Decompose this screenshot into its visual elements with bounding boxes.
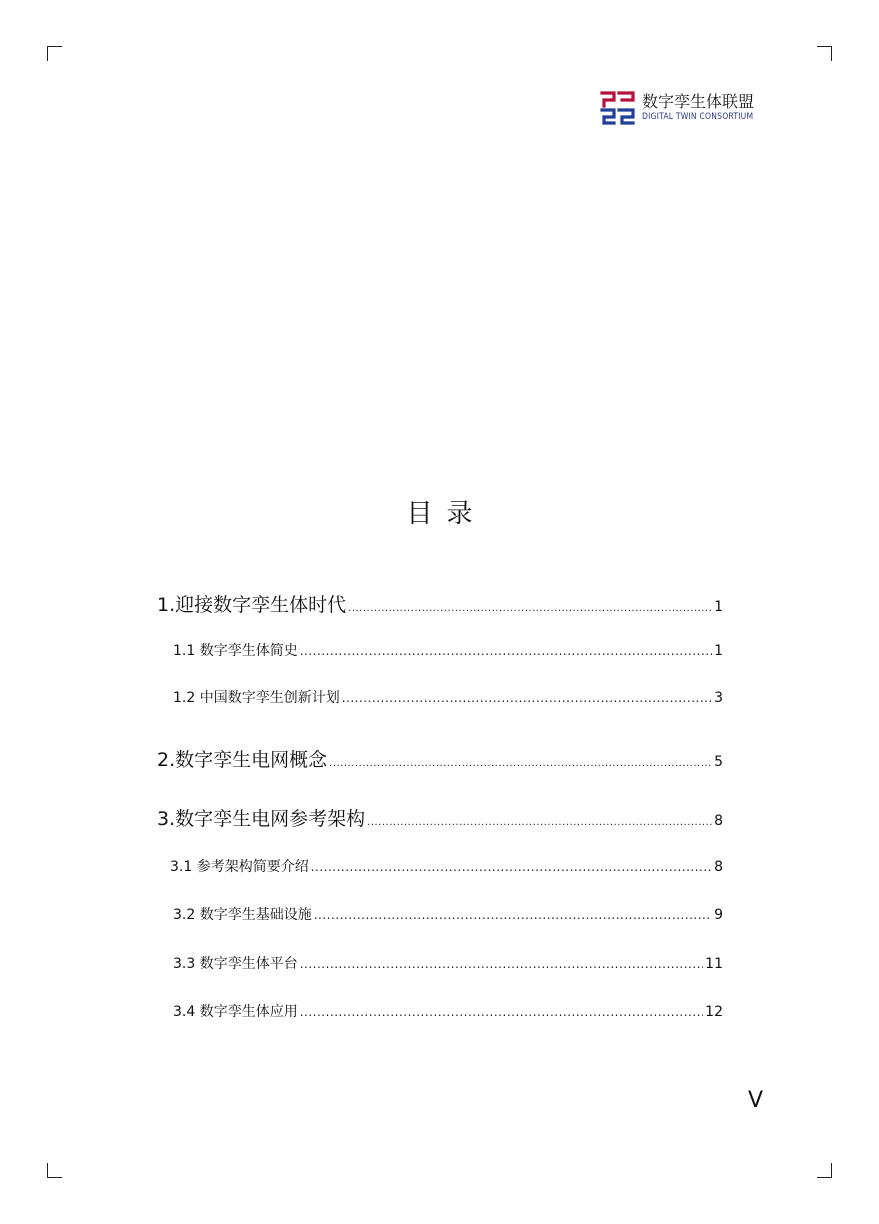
toc-entry-page: 11	[705, 956, 723, 972]
toc-entry-page: 8	[714, 813, 723, 829]
toc-leader-dots	[311, 860, 712, 874]
toc-leader-dots	[300, 957, 703, 971]
toc-entry-page: 9	[714, 907, 723, 923]
consortium-logo-icon	[600, 90, 636, 126]
toc-entry-2[interactable]	[157, 745, 723, 772]
crop-mark-top-left	[47, 46, 62, 61]
toc-entry-title: 2.数字孪生电网概念	[157, 749, 328, 771]
logo-chinese-name: 数字孪生体联盟	[642, 92, 755, 111]
toc-leader-dots	[342, 691, 712, 705]
toc-entry-page: 3	[714, 690, 723, 706]
toc-entry-title: 3.1 参考架构简要介绍	[170, 859, 309, 875]
toc-entry-3-2[interactable]	[173, 904, 723, 924]
toc-entry-1-2[interactable]	[173, 687, 723, 707]
crop-mark-top-right	[817, 46, 832, 61]
toc-entry-title: 3.3 数字孪生体平台	[173, 956, 298, 972]
crop-mark-bottom-left	[47, 1163, 62, 1178]
logo-english-name: DIGITAL TWIN CONSORTIUM	[642, 112, 754, 122]
consortium-logo	[600, 90, 754, 126]
toc-entry-3-3[interactable]	[173, 953, 723, 973]
toc-leader-dots	[300, 644, 712, 658]
toc-entry-1-1[interactable]	[173, 640, 723, 660]
toc-entry-page: 8	[714, 859, 723, 875]
crop-mark-bottom-right	[817, 1163, 832, 1178]
toc-entry-title: 1.2 中国数字孪生创新计划	[173, 690, 340, 706]
toc-entry-title: 3.数字孪生电网参考架构	[157, 808, 366, 830]
toc-entry-1[interactable]	[157, 590, 723, 617]
toc-entry-page: 12	[705, 1004, 723, 1020]
toc-leader-dots	[300, 1005, 703, 1019]
toc-entry-page: 5	[714, 754, 723, 770]
toc-title: 目录	[406, 499, 487, 529]
toc-entry-3-4[interactable]	[173, 1001, 723, 1021]
toc-entry-page: 1	[714, 643, 723, 659]
page-number: V	[748, 1088, 764, 1113]
toc-entry-title: 3.2 数字孪生基础设施	[173, 907, 312, 923]
toc-entry-page: 1	[714, 599, 723, 615]
toc-entry-title: 3.4 数字孪生体应用	[173, 1004, 298, 1020]
toc-entry-title: 1.1 数字孪生体简史	[173, 643, 298, 659]
toc-leader-dots	[348, 603, 712, 614]
toc-leader-dots	[367, 817, 712, 828]
toc-leader-dots	[314, 908, 712, 922]
toc-leader-dots	[329, 758, 712, 769]
toc-entry-title: 1.迎接数字孪生体时代	[157, 594, 347, 616]
toc-entry-3-1[interactable]	[170, 856, 723, 876]
toc-entry-3[interactable]	[157, 804, 723, 831]
